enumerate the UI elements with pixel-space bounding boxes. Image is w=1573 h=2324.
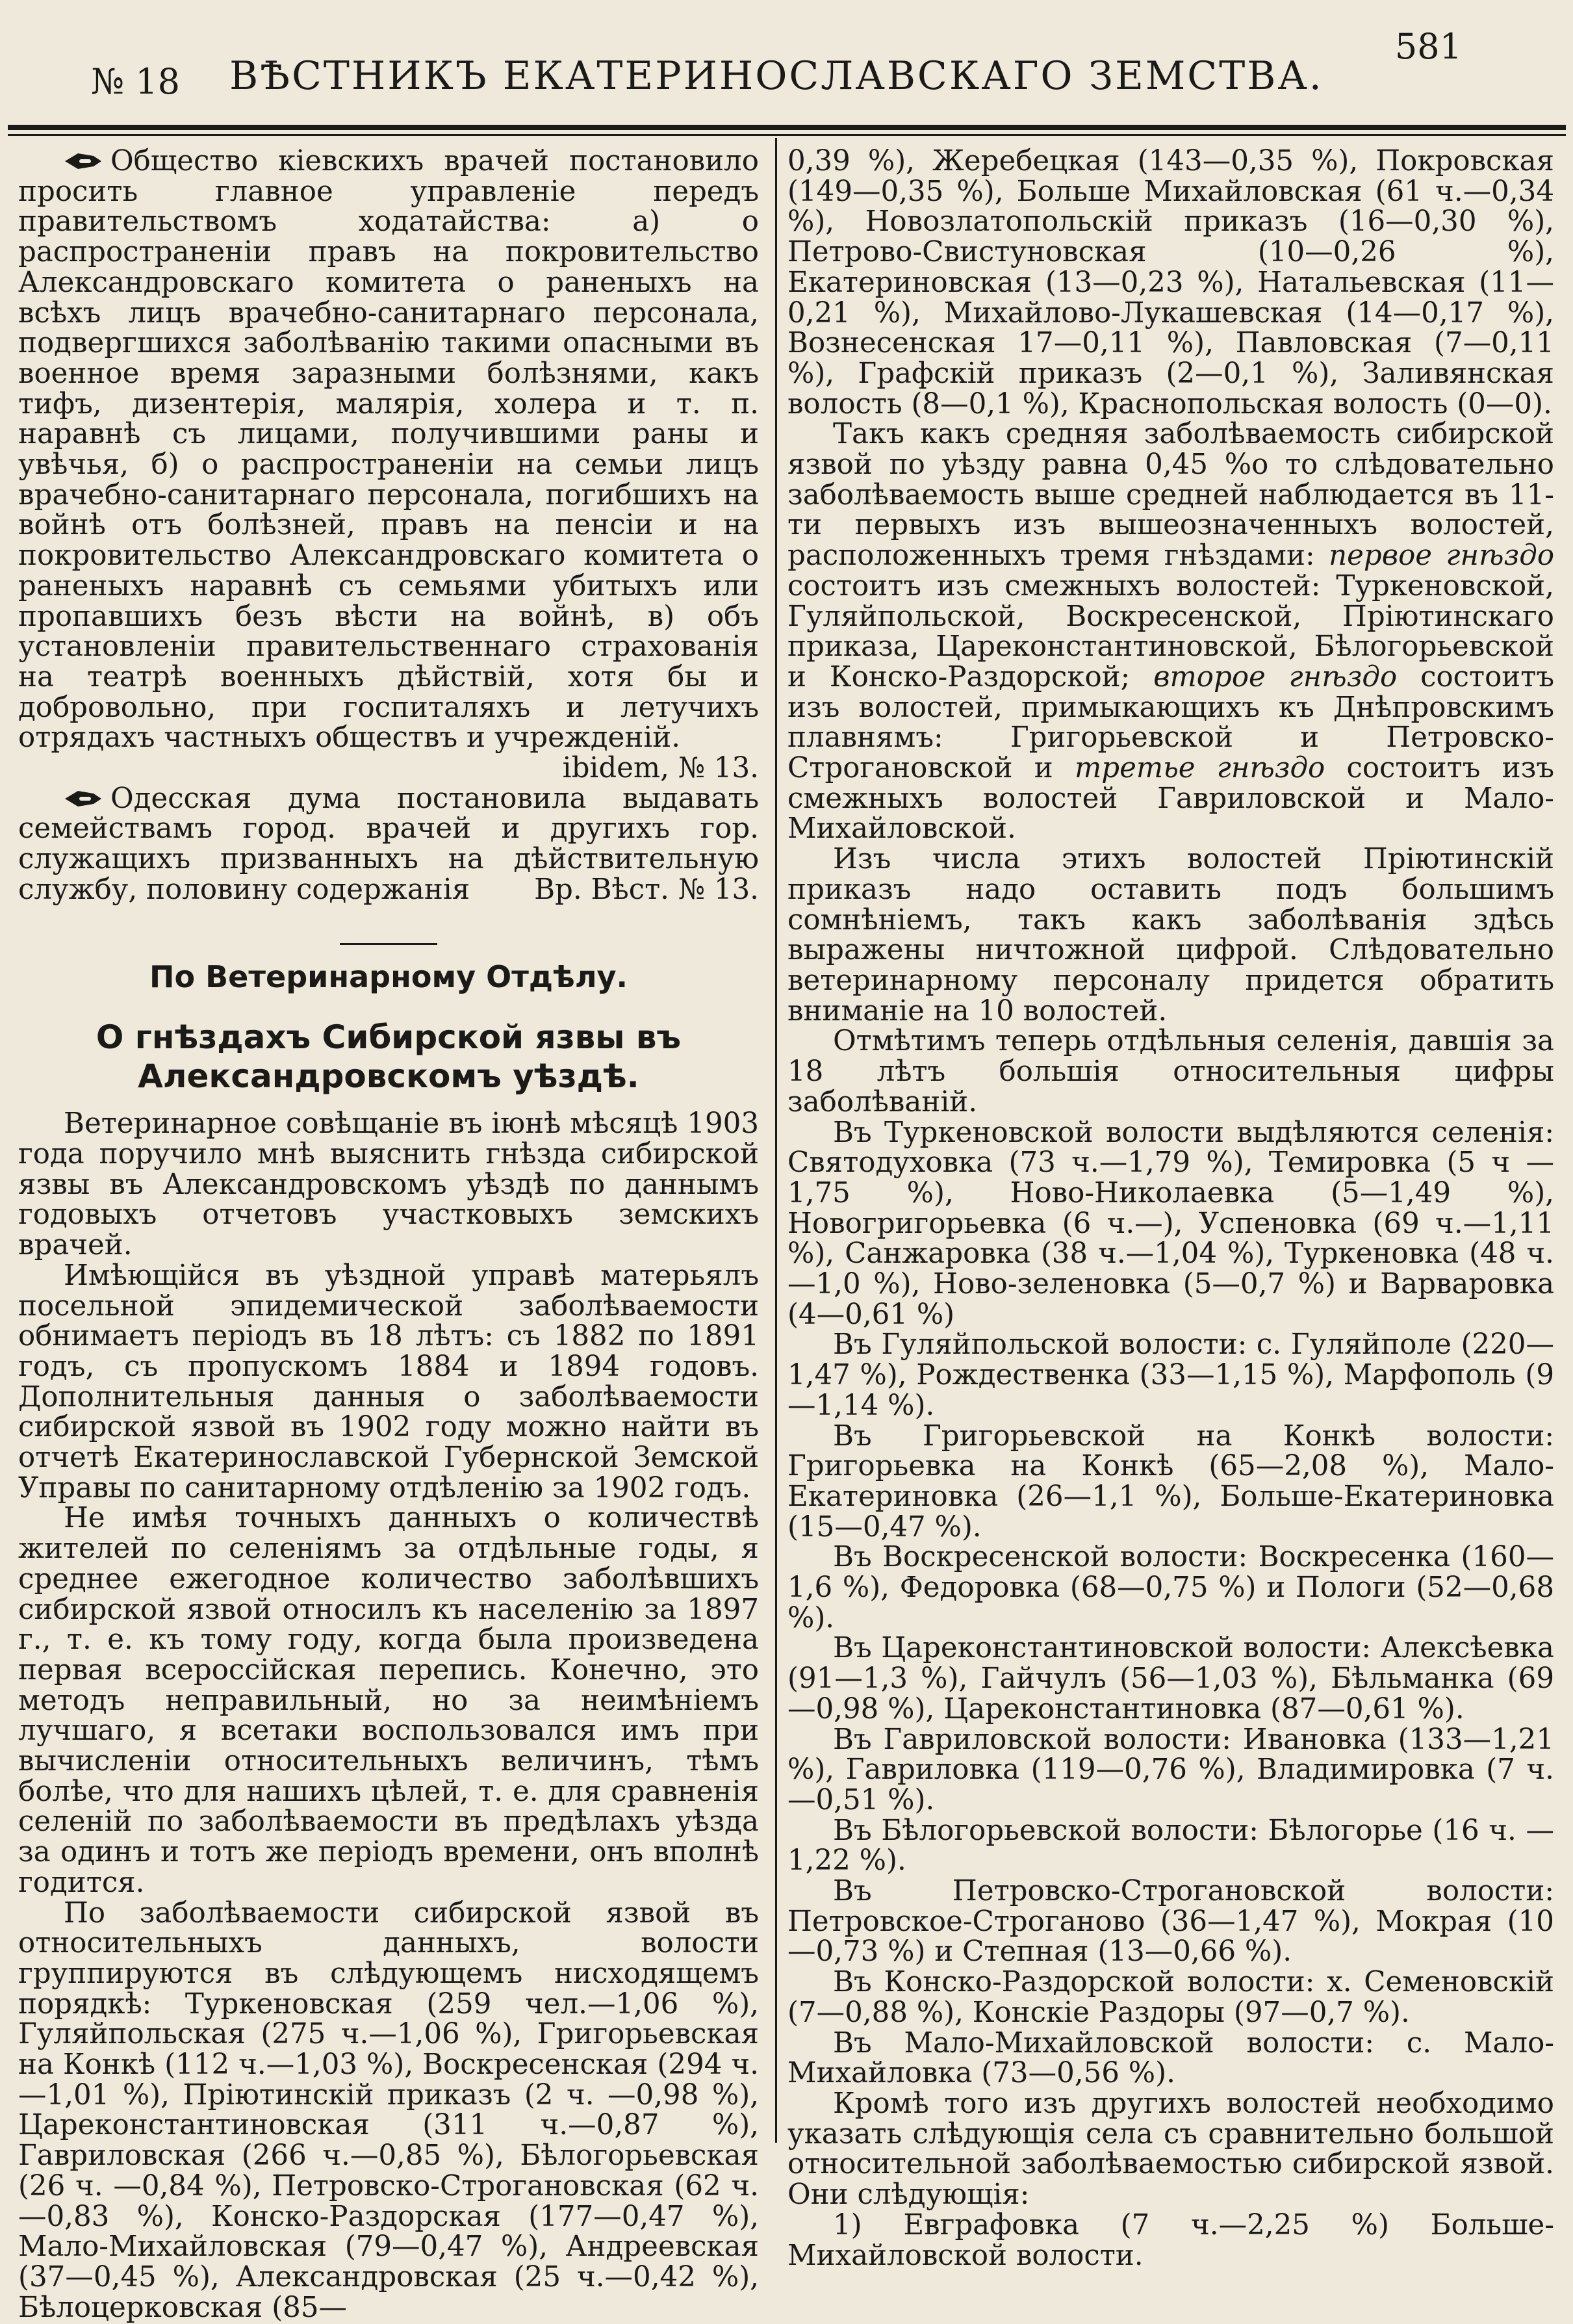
article-paragraph	[787, 419, 1554, 844]
article-paragraph: По заболѣваемости сибирской язвой въ относительныхъ данныхъ, волости группируются въ слѣдующемъ нисходящемъ порядкѣ: Туркеновская (259 чел.—1,06 %), Гуляйпольская (275 ч.—1,06 %), Григорьевская на Конкѣ (112 ч.—1,03 %), Воскресенская (294 ч.—1,01 %), Пріютинскій приказъ (2 ч. —0,98 %), Цареконстантиновская (311 ч.—0,87 %), Гавриловская (266 ч.—0,85 %), Бѣлогорьевская (26 ч. —0,84 %), Петровско-Строгановская (62 ч.—0,83 %), Конско-Раздорская (177—0,47 %), Мало-Михайловская (79—0,47 %), Андреевская (37—0,45 %), Александровская (25 ч.—0,42 %), Бѣлоцерковская (85—	[18, 1896, 759, 2324]
article-paragraph: Въ Гавриловской волости: Ивановка (133—1,21 %), Гавриловка (119—0,76 %), Владимировка (7 ч.—0,51 %).	[787, 1723, 1554, 1816]
issue-number: № 18	[91, 61, 180, 102]
article-paragraph: Въ Мало-Михайловской волости: с. Мало-Михайловка (73—0,56 %).	[787, 2026, 1554, 2090]
news-item-text: Общество кіевскихъ врачей постановило просить главное управленіе передъ правительствомъ ходатайства: а) о распространеніи правъ на покровительство Александровскаго комитета о раненыхъ на всѣхъ лицъ врачебно-санитарнаго персонала, подвергшихся заболѣванію такими опасными въ военное время заразными болѣзнями, какъ тифъ, дизентерія, малярія, холера и т. п. наравнѣ съ лицами, получившими раны и увѣчья, б) о распространеніи на семьи лицъ врачебно-санитарнаго персонала, погибшихъ на войнѣ отъ болѣзней, правъ на пенсіи и на покровительство Александровскаго комитета о раненыхъ наравнѣ съ семьями убитыхъ или пропавшихъ безъ вѣсти на войнѣ, в) объ установленіи правительственнаго страхованія на театрѣ военныхъ дѣйствій, хотя бы и добровольно, при госпиталяхъ и летучихъ отрядахъ частныхъ обществъ и учрежденій.	[18, 145, 759, 755]
text-span: состоитъ изъ смежныхъ волостей: Туркеновской, Гуляйпольской, Воскресенской, Пріютинскаго приказа, Цареконстантиновской, Бѣлогорьевской и Конско-Раздорской;	[787, 569, 1554, 693]
article-paragraph: Кромѣ того изъ другихъ волостей необходимо указать слѣдующія села съ сравнительно большой относительной заболѣваемостью сибирской язвой. Они слѣдующія:	[787, 2087, 1554, 2212]
nest-label: второе гнѣздо	[1153, 660, 1398, 693]
article-paragraph: Въ Григорьевской на Конкѣ волости: Григорьевка на Конкѣ (65—2,08 %), Мало-Екатериновка (26—1,1 %), Больше-Екатериновка (15—0,47 %).	[787, 1419, 1554, 1543]
news-item-text: Одесская дума постановила выдавать семействамъ город. врачей и другихъ гор. служащихъ призванныхъ на дѣйствительную службу, половину содержанія	[18, 782, 759, 906]
text-span: состоитъ изъ смежныхъ волостей Гавриловской и Мало-Михайловской.	[787, 752, 1554, 846]
news-item-kiev-doctors	[18, 146, 759, 753]
article-paragraph: Отмѣтимъ теперь отдѣльныя селенія, давшія за 18 лѣтъ большія относительныя цифры заболѣваній.	[787, 1025, 1554, 1118]
pointing-hand-icon	[64, 786, 103, 812]
department-title: По Ветеринарному Отдѣлу.	[149, 959, 628, 994]
news-item-source: ibidem, № 13.	[562, 752, 759, 785]
article-paragraph: Въ Конско-Раздорской волости: х. Семеновскій (7—0,88 %), Конскіе Раздоры (97—0,7 %).	[787, 1966, 1554, 2029]
header-rule-thin	[8, 134, 1566, 136]
article-paragraph: Въ Туркеновской волости выдѣляются селенія: Святодуховка (73 ч.—1,79 %), Темировка (5 ч —1,75 %), Ново-Николаевка (5—1,49 %), Новогригорьевка (6 ч.—), Успеновка (69 ч.—1,11 %), Санжаровка (38 ч.—1,04 %), Туркеновка (48 ч.—1,0 %), Ново-зеленовка (5—0,7 %) и Варваровка (4—0,61 %)	[787, 1116, 1554, 1331]
page-header	[78, 14, 1475, 112]
news-item-source: Вр. Вѣст. № 13.	[534, 873, 759, 906]
right-column	[787, 146, 1554, 2271]
page-number: 581	[1394, 26, 1462, 67]
article-paragraph: 1) Евграфовка (7 ч.—2,25 %) Больше-Михайловской волости.	[787, 2208, 1554, 2272]
article-paragraph: Въ Гуляйпольской волости: с. Гуляйполе (220—1,47 %), Рождественка (33—1,15 %), Марфополь (9—1,14 %).	[787, 1328, 1554, 1422]
text-span: состоитъ изъ волостей, примыкающихъ къ Днѣпровскимъ плавнямъ: Григорьевской и Петровско-Строгановской и	[787, 660, 1554, 785]
article-paragraph: Въ Цареконстантиновской волости: Алексѣевка (91—1,3 %), Гайчулъ (56—1,03 %), Бѣльманка (69—0,98 %), Цареконстантиновка (87—0,61 %).	[787, 1632, 1554, 1725]
article-paragraph: Изъ числа этихъ волостей Пріютинскій приказъ надо оставить подъ большимъ сомнѣніемъ, такъ какъ заболѣванія здѣсь выражены ничтожной цифрой. Слѣдовательно ветеринарному персоналу придется обратить вниманіе на 10 волостей.	[787, 843, 1554, 1027]
article-paragraph: Ветеринарное совѣщаніе въ іюнѣ мѣсяцѣ 1903 года поручило мнѣ выяснить гнѣзда сибирской язвы въ Александровскомъ уѣздѣ по даннымъ годовыхъ отчетовъ участковыхъ земскихъ врачей.	[18, 1107, 759, 1262]
article-paragraph: Въ Воскресенской волости: Воскресенка (160—1,6 %), Федоровка (68—0,75 %) и Пологи (52—0,68 %).	[787, 1541, 1554, 1634]
column-divider	[775, 138, 777, 2143]
publication-title: ВѢСТНИКЪ ЕКАТЕРИНОСЛАВСКАГО ЗЕМСТВА.	[229, 53, 1324, 99]
article-paragraph: Въ Бѣлогорьевской волости: Бѣлогорье (16 ч. —1,22 %).	[787, 1814, 1554, 1878]
article-paragraph: Не имѣя точныхъ данныхъ о количествѣ жителей по селеніямъ за отдѣльные годы, я среднее ежегодное количество заболѣвшихъ сибирской язвой относилъ къ населенію за 1897 г., т. е. къ тому году, когда была произведена первая всероссійская перепись. Конечно, это методъ неправильный, но за неимѣніемъ лучшаго, я всетаки воспользовался имъ при вычисленіи относительныхъ величинъ, тѣмъ болѣе, что для нашихъ цѣлей, т. е. для сравненія селеній по заболѣваемости въ предѣлахъ уѣзда за одинъ и тотъ же періодъ времени, онъ вполнѣ годится.	[18, 1502, 759, 1899]
article-title: О гнѣздахъ Сибирской язвы въ Александровскомъ уѣздѣ.	[96, 1018, 682, 1096]
article-paragraph-continued: 0,39 %), Жеребецкая (143—0,35 %), Покровская (149—0,35 %), Больше Михайловская (61 ч.—0,34 %), Новозлатопольскій приказъ (16—0,30 %), Петрово-Свистуновская (10—0,26 %), Екатериновская (13—0,23 %), Натальевская (11—0,21 %), Михайлово-Лукашевская (14—0,17 %), Вознесенская 17—0,11 %), Павловская (7—0,11 %), Графскій приказъ (2—0,1 %), Заливянская волость (8—0,1 %), Краснопольская волость (0—0).	[787, 145, 1554, 420]
nest-label: третье гнѣздо	[1074, 752, 1325, 785]
article-paragraph: Имѣющійся въ уѣздной управѣ матерьялъ посельной эпидемической заболѣваемости обнимаетъ періодъ въ 18 лѣтъ: съ 1882 по 1891 годъ, съ пропускомъ 1884 и 1894 годовъ. Дополнительныя данныя о заболѣваемости сибирской язвой въ 1902 году можно найти въ отчетѣ Екатеринославской Губернской Земской Управы по санитарному отдѣленію за 1902 годъ.	[18, 1259, 759, 1504]
text-span: Такъ какъ средняя заболѣваемость сибирской язвой по уѣзду равна 0,45 %о то слѣдовательно заболѣваемость выше средней наблюдается въ 11-ти первыхъ изъ вышеозначенныхъ волостей, расположенныхъ тремя гнѣздами:	[787, 418, 1554, 573]
news-item-odessa-duma	[18, 784, 759, 905]
left-column	[18, 146, 759, 2323]
pointing-hand-icon	[64, 148, 103, 174]
article-paragraph: Въ Петровско-Строгановской волости: Петровское-Строганово (36—1,47 %), Мокрая (10—0,73 %) и Степная (13—0,66 %).	[787, 1875, 1554, 1969]
section-separator	[340, 943, 437, 945]
header-rule-thick	[8, 125, 1566, 130]
nest-label: первое гнѣздо	[1329, 539, 1555, 573]
department-section	[18, 943, 759, 1096]
